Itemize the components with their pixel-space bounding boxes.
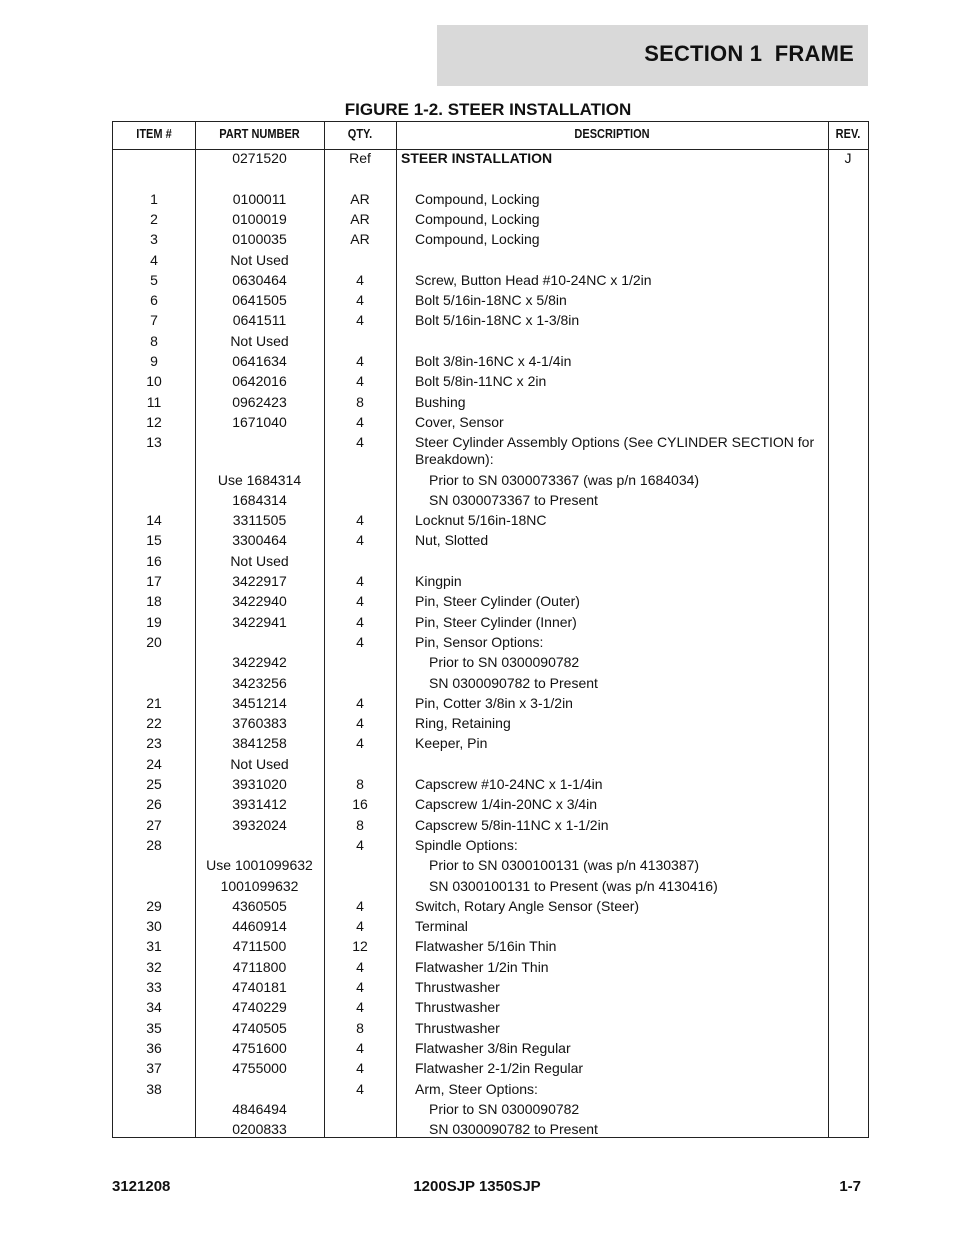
cell-part-number: 3932024	[232, 816, 287, 833]
cell-item: 33	[146, 979, 162, 995]
cell-qty: 4	[356, 292, 364, 309]
cell-item: 24	[146, 755, 162, 772]
cell-part-number: Not Used	[230, 755, 289, 772]
cell-item: 14	[146, 512, 162, 529]
header-item: ITEM #	[136, 127, 172, 141]
cell-description: SN 0300100131 to Present (was p/n 4130416)	[429, 877, 718, 894]
cell-qty: AR	[350, 231, 370, 248]
cell-item: 34	[146, 999, 162, 1016]
cell-item: 6	[150, 292, 158, 309]
cell-part-number: 1684314	[232, 491, 287, 508]
cell-description: STEER INSTALLATION	[401, 150, 553, 166]
cell-part-number: Use 1684314	[217, 471, 302, 488]
cell-description: Bolt 3/8in-16NC x 4-1/4in	[415, 353, 572, 369]
cell-part-number: 1671040	[232, 413, 287, 430]
cell-item: 18	[146, 593, 162, 610]
cell-description: Pin, Steer Cylinder (Outer)	[415, 593, 580, 610]
cell-qty: 4	[356, 979, 364, 995]
cell-part-number: Not Used	[230, 552, 289, 569]
cell-description: Bolt 5/16in-18NC x 5/8in	[415, 292, 567, 309]
cell-part-number: 4740229	[232, 999, 287, 1016]
cell-qty: 8	[356, 393, 364, 410]
cell-qty: 4	[356, 715, 364, 732]
cell-qty: 4	[356, 613, 364, 630]
header-rev: REV.	[835, 127, 861, 141]
cell-item: 29	[146, 897, 162, 914]
cell-description: Kingpin	[415, 573, 462, 589]
cell-part-number: 3422941	[232, 613, 287, 630]
cell-item: 20	[146, 633, 162, 650]
header-description: DESCRIPTION	[574, 127, 650, 141]
cell-description: Bolt 5/8in-11NC x 2in	[415, 373, 547, 390]
cell-description: Compound, Locking	[415, 190, 540, 207]
cell-description: Prior to SN 0300073367 (was p/n 1684034)	[429, 471, 700, 488]
cell-part-number: 0642016	[232, 373, 287, 390]
cell-item: 16	[146, 552, 162, 569]
cell-part-number: 4740505	[232, 1019, 287, 1036]
cell-item: 7	[150, 312, 158, 329]
cell-part-number: 3841258	[232, 735, 287, 752]
cell-description: Compound, Locking	[415, 231, 540, 248]
cell-part-number: 4740181	[232, 979, 287, 995]
cell-description: Bushing	[415, 393, 466, 410]
cell-qty: 4	[356, 434, 364, 451]
cell-part-number: 3422917	[232, 573, 287, 589]
cell-item: 25	[146, 776, 162, 792]
cell-description: Arm, Steer Options:	[415, 1080, 538, 1097]
cell-qty: 4	[356, 413, 364, 430]
cell-part-number: 0962423	[232, 393, 287, 410]
cell-qty: 8	[356, 776, 364, 792]
cell-rev: J	[844, 150, 852, 166]
cell-description: Pin, Sensor Options:	[415, 633, 544, 650]
cell-item: 5	[150, 271, 158, 288]
cell-qty: 4	[356, 532, 364, 549]
footer-page-number: 1-7	[839, 1178, 861, 1195]
cell-item: 19	[146, 613, 162, 630]
cell-qty: 4	[356, 1060, 364, 1077]
cell-part-number: Use 1001099632	[206, 857, 313, 874]
cell-qty: 4	[356, 918, 364, 935]
cell-description: SN 0300073367 to Present	[429, 491, 598, 508]
cell-description: Prior to SN 0300090782	[429, 1100, 580, 1117]
cell-description: SN 0300090782 to Present	[429, 1121, 598, 1138]
cell-item: 15	[146, 532, 162, 549]
cell-description: Pin, Steer Cylinder (Inner)	[415, 613, 577, 630]
cell-part-number: 3931020	[232, 776, 287, 792]
section-title: SECTION 1 FRAME	[644, 41, 854, 66]
cell-item: 13	[146, 434, 162, 451]
cell-qty: AR	[350, 190, 370, 207]
cell-description: Thrustwasher	[415, 979, 500, 995]
cell-description: Switch, Rotary Angle Sensor (Steer)	[415, 897, 640, 914]
cell-description: Steer Cylinder Assembly Options (See CYLINDER SECTION for Breakdown):	[415, 434, 815, 468]
cell-description: Keeper, Pin	[415, 735, 488, 752]
cell-item: 21	[146, 694, 162, 711]
cell-description: Nut, Slotted	[415, 532, 489, 549]
cell-item: 3	[150, 231, 158, 248]
cell-item: 1	[150, 190, 158, 207]
cell-item: 32	[146, 958, 162, 975]
cell-item: 22	[146, 715, 162, 732]
cell-description: Prior to SN 0300100131 (was p/n 4130387)	[429, 857, 700, 874]
cell-qty: AR	[350, 210, 370, 227]
cell-description: SN 0300090782 to Present	[429, 674, 598, 691]
cell-item: 31	[146, 938, 162, 955]
cell-description: Flatwasher 1/2in Thin	[415, 958, 549, 975]
cell-part-number: 4711500	[232, 938, 287, 955]
cell-part-number: 3422942	[232, 654, 287, 671]
cell-part-number: 0100019	[232, 210, 287, 227]
cell-item: 17	[146, 573, 162, 589]
cell-qty: 4	[356, 512, 364, 529]
cell-part-number: 3931412	[232, 796, 287, 813]
cell-item: 10	[146, 373, 162, 390]
footer-doc-number: 3121208	[112, 1178, 171, 1195]
cell-item: 28	[146, 836, 162, 853]
cell-part-number: 0630464	[232, 271, 287, 288]
cell-qty: 4	[356, 633, 364, 650]
column-divider	[396, 122, 397, 1137]
cell-qty: 4	[356, 373, 364, 390]
cell-part-number: 0100035	[232, 231, 287, 248]
cell-qty: 4	[356, 694, 364, 711]
cell-description: Capscrew 1/4in-20NC x 3/4in	[415, 796, 598, 813]
cell-qty: 4	[356, 1080, 364, 1097]
cell-qty: 16	[352, 796, 368, 813]
cell-item: 4	[150, 251, 158, 268]
cell-qty: 4	[356, 1039, 364, 1056]
cell-description: Compound, Locking	[415, 210, 540, 227]
cell-description: Thrustwasher	[415, 1019, 500, 1036]
cell-qty: 8	[356, 816, 364, 833]
cell-qty: 4	[356, 897, 364, 914]
cell-description: Terminal	[415, 918, 468, 935]
cell-part-number: 0641634	[232, 353, 287, 369]
figure-title: FIGURE 1-2. STEER INSTALLATION	[344, 100, 632, 119]
cell-item: 12	[146, 413, 162, 430]
cell-part-number: 0271520	[232, 150, 287, 166]
cell-part-number: 3422940	[232, 593, 287, 610]
cell-description: Screw, Button Head #10-24NC x 1/2in	[415, 271, 652, 288]
cell-description: Capscrew #10-24NC x 1-1/4in	[415, 776, 603, 792]
cell-part-number: 1001099632	[220, 877, 299, 894]
cell-part-number: 4846494	[232, 1100, 287, 1117]
cell-description: Flatwasher 2-1/2in Regular	[415, 1060, 584, 1077]
cell-part-number: 3311505	[232, 512, 287, 529]
cell-qty: 4	[356, 312, 364, 329]
cell-item: 23	[146, 735, 162, 752]
cell-item: 30	[146, 918, 162, 935]
cell-part-number: 3423256	[232, 674, 287, 691]
cell-part-number: 4751600	[232, 1039, 287, 1056]
cell-qty: 4	[356, 999, 364, 1016]
cell-part-number: 0641505	[232, 292, 287, 309]
cell-qty: 4	[356, 271, 364, 288]
column-divider	[828, 122, 829, 1137]
cell-description: Ring, Retaining	[415, 715, 511, 732]
cell-description: Bolt 5/16in-18NC x 1-3/8in	[415, 312, 580, 329]
section-header	[437, 25, 868, 86]
cell-item: 27	[146, 816, 162, 833]
cell-item: 8	[150, 332, 158, 349]
cell-qty: 12	[352, 938, 368, 955]
cell-part-number: 0641511	[232, 312, 287, 329]
cell-qty: 4	[356, 958, 364, 975]
cell-description: Capscrew 5/8in-11NC x 1-1/2in	[415, 816, 609, 833]
cell-qty: 4	[356, 593, 364, 610]
cell-description: Thrustwasher	[415, 999, 500, 1016]
parts-table	[112, 121, 869, 1138]
cell-part-number: 3300464	[232, 532, 287, 549]
cell-qty: Ref	[349, 150, 371, 166]
cell-part-number: 3451214	[232, 694, 287, 711]
cell-part-number: 3760383	[232, 715, 287, 732]
cell-item: 35	[146, 1019, 162, 1036]
cell-description: Locknut 5/16in-18NC	[415, 512, 547, 529]
cell-description: Cover, Sensor	[415, 413, 504, 430]
cell-description: Pin, Cotter 3/8in x 3-1/2in	[415, 694, 573, 711]
cell-part-number: 4360505	[232, 897, 287, 914]
cell-item: 38	[146, 1080, 162, 1097]
cell-description: Flatwasher 5/16in Thin	[415, 938, 557, 955]
cell-qty: 4	[356, 735, 364, 752]
header-qty: QTY.	[347, 127, 373, 141]
cell-qty: 4	[356, 836, 364, 853]
cell-item: 36	[146, 1039, 162, 1056]
cell-part-number: 0200833	[232, 1121, 287, 1138]
cell-part-number: 4460914	[232, 918, 287, 935]
cell-qty: 4	[356, 353, 364, 369]
footer-model: 1200SJP 1350SJP	[413, 1178, 541, 1195]
cell-description: Prior to SN 0300090782	[429, 654, 580, 671]
cell-description: Flatwasher 3/8in Regular	[415, 1039, 571, 1056]
cell-part-number: Not Used	[230, 251, 289, 268]
cell-qty: 8	[356, 1019, 364, 1036]
cell-item: 9	[150, 353, 158, 369]
cell-qty: 4	[356, 573, 364, 589]
cell-item: 11	[146, 393, 162, 410]
cell-item: 37	[146, 1060, 162, 1077]
cell-part-number: 4711800	[232, 958, 287, 975]
cell-part-number: 0100011	[232, 190, 287, 207]
header-part-number: PART NUMBER	[219, 127, 300, 141]
cell-part-number: Not Used	[230, 332, 289, 349]
cell-item: 26	[146, 796, 162, 813]
cell-part-number: 4755000	[232, 1060, 287, 1077]
cell-description: Spindle Options:	[415, 836, 518, 853]
cell-item: 2	[150, 210, 158, 227]
